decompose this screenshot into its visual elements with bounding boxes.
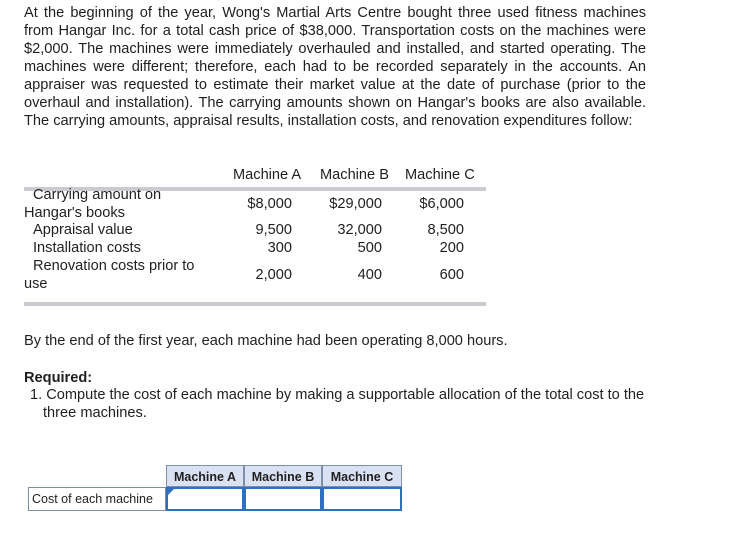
cell-appraisal-c: 8,500 — [427, 222, 464, 238]
row-label-carrying-amount: Carrying amount on Hangar's books — [24, 187, 162, 221]
row-label-installation: Installation costs — [33, 240, 141, 256]
row-label-appraisal: Appraisal value — [33, 222, 133, 238]
cell-appraisal-b: 32,000 — [337, 222, 382, 238]
cell-carrying-b: $29,000 — [329, 196, 382, 212]
cell-installation-b: 500 — [357, 240, 382, 256]
cost-machine-b-input[interactable] — [244, 487, 322, 511]
cell-renovation-b: 400 — [357, 267, 382, 283]
required-item-text: 1. Compute the cost of each machine by making a supportable allocation of the total cost to the three machines. — [30, 387, 645, 421]
answer-row-label: Cost of each machine — [28, 487, 166, 511]
row-label-renovation: Renovation costs prior to use — [24, 258, 195, 292]
table-footer-divider — [24, 302, 486, 306]
cell-carrying-c: $6,000 — [419, 196, 464, 212]
answer-header-machine-c: Machine C — [322, 465, 402, 487]
table-header-machine-c: Machine C — [405, 167, 475, 183]
table-header-machine-b: Machine B — [320, 167, 389, 183]
problem-intro: At the beginning of the year, Wong's Martial Arts Centre bought three used fitness machines from Hangar Inc. for a total cash price of $38,000. Transportation costs on the machines were $2,000. The machines were immediately overhauled and installed, and started operating. The machines were different; therefore, each had to be recorded separately in the accounts. An appraiser was requested to estimate their market value at the date of purchase (prior to the overhaul and installation). The carrying amounts shown on Hangar's books are also available. The carrying amounts, appraisal results, installation costs, and renovation expenditures follow: — [24, 5, 646, 129]
required-item-1 — [30, 386, 646, 422]
table-header-machine-a: Machine A — [233, 167, 302, 183]
operating-hours-note: By the end of the first year, each machine had been operating 8,000 hours. — [24, 333, 508, 349]
cost-machine-a-input[interactable] — [166, 487, 244, 511]
answer-header-machine-b: Machine B — [244, 465, 322, 487]
cell-installation-c: 200 — [439, 240, 464, 256]
cell-renovation-c: 600 — [439, 267, 464, 283]
cell-appraisal-a: 9,500 — [255, 222, 292, 238]
cell-renovation-a: 2,000 — [255, 267, 292, 283]
required-heading: Required: — [24, 370, 93, 386]
cost-machine-c-input[interactable] — [322, 487, 402, 511]
answer-header-machine-a: Machine A — [166, 465, 244, 487]
cell-installation-a: 300 — [267, 240, 292, 256]
cell-carrying-a: $8,000 — [247, 196, 292, 212]
input-marker-icon — [168, 489, 174, 495]
